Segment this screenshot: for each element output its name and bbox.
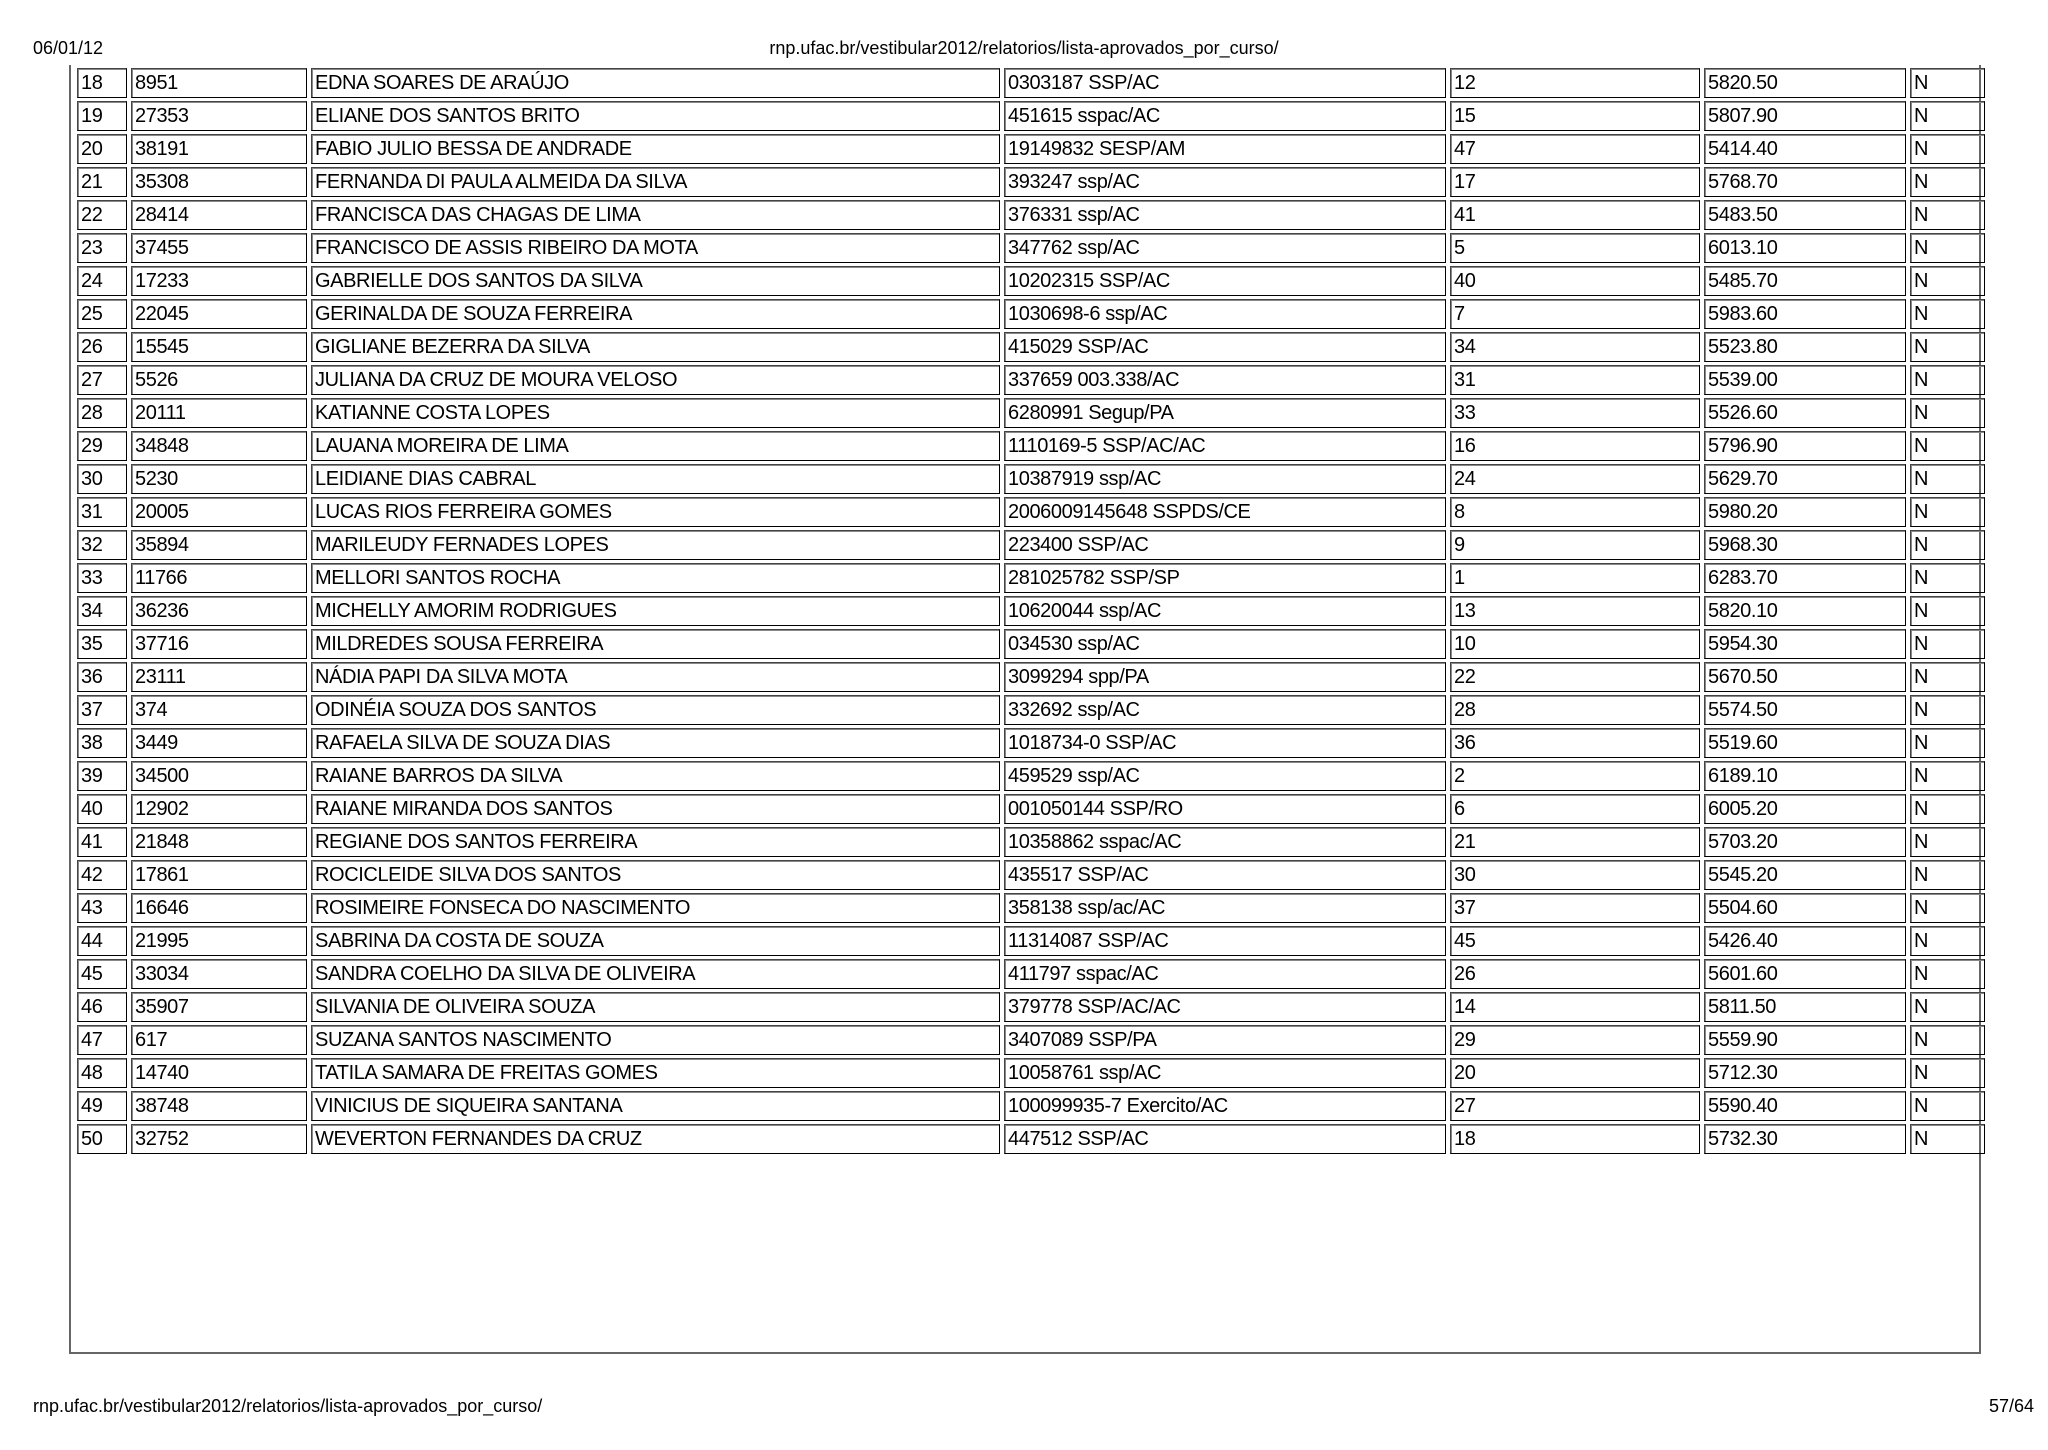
id-document-cell: 451615 sspac/AC (1004, 101, 1446, 131)
status-cell: N (1910, 926, 1985, 956)
id-document-cell: 6280991 Segup/PA (1004, 398, 1446, 428)
name-cell: ROSIMEIRE FONSECA DO NASCIMENTO (311, 893, 1000, 923)
print-date: 06/01/12 (33, 38, 104, 58)
registration-cell: 37716 (131, 629, 307, 659)
ranking-cell: 36 (1450, 728, 1700, 758)
status-cell: N (1910, 332, 1985, 362)
name-cell: GERINALDA DE SOUZA FERREIRA (311, 299, 1000, 329)
status-cell: N (1910, 794, 1985, 824)
ranking-cell: 21 (1450, 827, 1700, 857)
position-cell: 34 (77, 596, 127, 626)
table-row (77, 266, 1985, 296)
name-cell: EDNA SOARES DE ARAÚJO (311, 68, 1000, 98)
position-cell: 35 (77, 629, 127, 659)
table-row (77, 761, 1985, 791)
registration-cell: 17861 (131, 860, 307, 890)
ranking-cell: 29 (1450, 1025, 1700, 1055)
score-cell: 6013.10 (1704, 233, 1906, 263)
position-cell: 44 (77, 926, 127, 956)
position-cell: 24 (77, 266, 127, 296)
id-document-cell: 2006009145648 SSPDS/CE (1004, 497, 1446, 527)
position-cell: 47 (77, 1025, 127, 1055)
id-document-cell: 332692 ssp/AC (1004, 695, 1446, 725)
ranking-cell: 6 (1450, 794, 1700, 824)
registration-cell: 8951 (131, 68, 307, 98)
table-row (77, 101, 1985, 131)
ranking-cell: 9 (1450, 530, 1700, 560)
id-document-cell: 0303187 SSP/AC (1004, 68, 1446, 98)
table-row (77, 1058, 1985, 1088)
ranking-cell: 10 (1450, 629, 1700, 659)
name-cell: ODINÉIA SOUZA DOS SANTOS (311, 695, 1000, 725)
id-document-cell: 10202315 SSP/AC (1004, 266, 1446, 296)
status-cell: N (1910, 134, 1985, 164)
page-number: 57/64 (1988, 1396, 2034, 1416)
position-cell: 45 (77, 959, 127, 989)
score-cell: 5519.60 (1704, 728, 1906, 758)
name-cell: MARILEUDY FERNADES LOPES (311, 530, 1000, 560)
table-row (77, 728, 1985, 758)
score-cell: 5601.60 (1704, 959, 1906, 989)
table-row (77, 365, 1985, 395)
status-cell: N (1910, 266, 1985, 296)
registration-cell: 38191 (131, 134, 307, 164)
registration-cell: 32752 (131, 1124, 307, 1154)
table-row (77, 1124, 1985, 1154)
registration-cell: 36236 (131, 596, 307, 626)
status-cell: N (1910, 68, 1985, 98)
ranking-cell: 34 (1450, 332, 1700, 362)
position-cell: 48 (77, 1058, 127, 1088)
position-cell: 42 (77, 860, 127, 890)
position-cell: 22 (77, 200, 127, 230)
status-cell: N (1910, 398, 1985, 428)
status-cell: N (1910, 1058, 1985, 1088)
ranking-cell: 41 (1450, 200, 1700, 230)
position-cell: 28 (77, 398, 127, 428)
score-cell: 5590.40 (1704, 1091, 1906, 1121)
table-row (77, 629, 1985, 659)
status-cell: N (1910, 299, 1985, 329)
status-cell: N (1910, 1124, 1985, 1154)
position-cell: 46 (77, 992, 127, 1022)
registration-cell: 37455 (131, 233, 307, 263)
id-document-cell: 379778 SSP/AC/AC (1004, 992, 1446, 1022)
registration-cell: 33034 (131, 959, 307, 989)
status-cell: N (1910, 860, 1985, 890)
score-cell: 5574.50 (1704, 695, 1906, 725)
table-row (77, 926, 1985, 956)
status-cell: N (1910, 893, 1985, 923)
name-cell: FRANCISCA DAS CHAGAS DE LIMA (311, 200, 1000, 230)
id-document-cell: 376331 ssp/AC (1004, 200, 1446, 230)
position-cell: 32 (77, 530, 127, 560)
table-row (77, 1025, 1985, 1055)
registration-cell: 374 (131, 695, 307, 725)
table-row (77, 860, 1985, 890)
name-cell: MELLORI SANTOS ROCHA (311, 563, 1000, 593)
id-document-cell: 447512 SSP/AC (1004, 1124, 1446, 1154)
name-cell: KATIANNE COSTA LOPES (311, 398, 1000, 428)
position-cell: 33 (77, 563, 127, 593)
ranking-cell: 5 (1450, 233, 1700, 263)
ranking-cell: 45 (1450, 926, 1700, 956)
status-cell: N (1910, 530, 1985, 560)
table-row (77, 431, 1985, 461)
table-row (77, 695, 1985, 725)
id-document-cell: 415029 SSP/AC (1004, 332, 1446, 362)
position-cell: 18 (77, 68, 127, 98)
ranking-cell: 26 (1450, 959, 1700, 989)
status-cell: N (1910, 1091, 1985, 1121)
position-cell: 27 (77, 365, 127, 395)
table-row (77, 563, 1985, 593)
ranking-cell: 1 (1450, 563, 1700, 593)
position-cell: 37 (77, 695, 127, 725)
id-document-cell: 10058761 ssp/AC (1004, 1058, 1446, 1088)
registration-cell: 5230 (131, 464, 307, 494)
table-row (77, 662, 1985, 692)
ranking-cell: 31 (1450, 365, 1700, 395)
table-row (77, 794, 1985, 824)
registration-cell: 11766 (131, 563, 307, 593)
registration-cell: 34500 (131, 761, 307, 791)
id-document-cell: 337659 003.338/AC (1004, 365, 1446, 395)
id-document-cell: 19149832 SESP/AM (1004, 134, 1446, 164)
registration-cell: 15545 (131, 332, 307, 362)
status-cell: N (1910, 431, 1985, 461)
id-document-cell: 3099294 spp/PA (1004, 662, 1446, 692)
status-cell: N (1910, 596, 1985, 626)
position-cell: 29 (77, 431, 127, 461)
registration-cell: 28414 (131, 200, 307, 230)
registration-cell: 617 (131, 1025, 307, 1055)
name-cell: RAIANE MIRANDA DOS SANTOS (311, 794, 1000, 824)
ranking-cell: 8 (1450, 497, 1700, 527)
id-document-cell: 3407089 SSP/PA (1004, 1025, 1446, 1055)
ranking-cell: 20 (1450, 1058, 1700, 1088)
score-cell: 5807.90 (1704, 101, 1906, 131)
score-cell: 5712.30 (1704, 1058, 1906, 1088)
ranking-cell: 7 (1450, 299, 1700, 329)
table-row (77, 134, 1985, 164)
status-cell: N (1910, 101, 1985, 131)
id-document-cell: 034530 ssp/AC (1004, 629, 1446, 659)
name-cell: RAIANE BARROS DA SILVA (311, 761, 1000, 791)
name-cell: TATILA SAMARA DE FREITAS GOMES (311, 1058, 1000, 1088)
score-cell: 5426.40 (1704, 926, 1906, 956)
table-row (77, 68, 1985, 98)
name-cell: NÁDIA PAPI DA SILVA MOTA (311, 662, 1000, 692)
position-cell: 40 (77, 794, 127, 824)
registration-cell: 16646 (131, 893, 307, 923)
score-cell: 5732.30 (1704, 1124, 1906, 1154)
score-cell: 5526.60 (1704, 398, 1906, 428)
name-cell: VINICIUS DE SIQUEIRA SANTANA (311, 1091, 1000, 1121)
table-row (77, 200, 1985, 230)
ranking-cell: 18 (1450, 1124, 1700, 1154)
position-cell: 19 (77, 101, 127, 131)
position-cell: 31 (77, 497, 127, 527)
position-cell: 41 (77, 827, 127, 857)
score-cell: 5820.50 (1704, 68, 1906, 98)
id-document-cell: 435517 SSP/AC (1004, 860, 1446, 890)
registration-cell: 14740 (131, 1058, 307, 1088)
registration-cell: 3449 (131, 728, 307, 758)
id-document-cell: 1030698-6 ssp/AC (1004, 299, 1446, 329)
table-row (77, 1091, 1985, 1121)
name-cell: SILVANIA DE OLIVEIRA SOUZA (311, 992, 1000, 1022)
score-cell: 5483.50 (1704, 200, 1906, 230)
status-cell: N (1910, 992, 1985, 1022)
registration-cell: 35894 (131, 530, 307, 560)
position-cell: 20 (77, 134, 127, 164)
position-cell: 50 (77, 1124, 127, 1154)
registration-cell: 27353 (131, 101, 307, 131)
id-document-cell: 393247 ssp/AC (1004, 167, 1446, 197)
registration-cell: 20005 (131, 497, 307, 527)
name-cell: GIGLIANE BEZERRA DA SILVA (311, 332, 1000, 362)
registration-cell: 38748 (131, 1091, 307, 1121)
status-cell: N (1910, 464, 1985, 494)
score-cell: 5485.70 (1704, 266, 1906, 296)
registration-cell: 5526 (131, 365, 307, 395)
name-cell: JULIANA DA CRUZ DE MOURA VELOSO (311, 365, 1000, 395)
status-cell: N (1910, 662, 1985, 692)
name-cell: FABIO JULIO BESSA DE ANDRADE (311, 134, 1000, 164)
status-cell: N (1910, 1025, 1985, 1055)
table-row (77, 299, 1985, 329)
ranking-cell: 17 (1450, 167, 1700, 197)
position-cell: 43 (77, 893, 127, 923)
name-cell: REGIANE DOS SANTOS FERREIRA (311, 827, 1000, 857)
id-document-cell: 1110169-5 SSP/AC/AC (1004, 431, 1446, 461)
score-cell: 6189.10 (1704, 761, 1906, 791)
registration-cell: 22045 (131, 299, 307, 329)
position-cell: 36 (77, 662, 127, 692)
name-cell: ELIANE DOS SANTOS BRITO (311, 101, 1000, 131)
name-cell: MICHELLY AMORIM RODRIGUES (311, 596, 1000, 626)
id-document-cell: 10358862 sspac/AC (1004, 827, 1446, 857)
name-cell: ROCICLEIDE SILVA DOS SANTOS (311, 860, 1000, 890)
status-cell: N (1910, 200, 1985, 230)
name-cell: RAFAELA SILVA DE SOUZA DIAS (311, 728, 1000, 758)
ranking-cell: 2 (1450, 761, 1700, 791)
table-row (77, 992, 1985, 1022)
status-cell: N (1910, 233, 1985, 263)
id-document-cell: 10620044 ssp/AC (1004, 596, 1446, 626)
table-row (77, 893, 1985, 923)
position-cell: 39 (77, 761, 127, 791)
position-cell: 30 (77, 464, 127, 494)
name-cell: FRANCISCO DE ASSIS RIBEIRO DA MOTA (311, 233, 1000, 263)
id-document-cell: 11314087 SSP/AC (1004, 926, 1446, 956)
registration-cell: 21848 (131, 827, 307, 857)
page-url-footer: rnp.ufac.br/vestibular2012/relatorios/lista-aprovados_por_curso/ (33, 1396, 543, 1416)
ranking-cell: 37 (1450, 893, 1700, 923)
name-cell: GABRIELLE DOS SANTOS DA SILVA (311, 266, 1000, 296)
name-cell: FERNANDA DI PAULA ALMEIDA DA SILVA (311, 167, 1000, 197)
status-cell: N (1910, 563, 1985, 593)
position-cell: 23 (77, 233, 127, 263)
score-cell: 6283.70 (1704, 563, 1906, 593)
score-cell: 5968.30 (1704, 530, 1906, 560)
ranking-cell: 13 (1450, 596, 1700, 626)
ranking-cell: 24 (1450, 464, 1700, 494)
status-cell: N (1910, 497, 1985, 527)
score-cell: 5796.90 (1704, 431, 1906, 461)
status-cell: N (1910, 365, 1985, 395)
ranking-cell: 47 (1450, 134, 1700, 164)
score-cell: 5545.20 (1704, 860, 1906, 890)
table-row (77, 596, 1985, 626)
ranking-cell: 27 (1450, 1091, 1700, 1121)
name-cell: SANDRA COELHO DA SILVA DE OLIVEIRA (311, 959, 1000, 989)
id-document-cell: 10387919 ssp/AC (1004, 464, 1446, 494)
registration-cell: 17233 (131, 266, 307, 296)
ranking-cell: 30 (1450, 860, 1700, 890)
name-cell: LUCAS RIOS FERREIRA GOMES (311, 497, 1000, 527)
name-cell: SABRINA DA COSTA DE SOUZA (311, 926, 1000, 956)
ranking-cell: 33 (1450, 398, 1700, 428)
score-cell: 5820.10 (1704, 596, 1906, 626)
ranking-cell: 28 (1450, 695, 1700, 725)
status-cell: N (1910, 827, 1985, 857)
score-cell: 5559.90 (1704, 1025, 1906, 1055)
score-cell: 5670.50 (1704, 662, 1906, 692)
registration-cell: 34848 (131, 431, 307, 461)
page-url-header: rnp.ufac.br/vestibular2012/relatorios/lista-aprovados_por_curso/ (769, 38, 1279, 58)
position-cell: 26 (77, 332, 127, 362)
name-cell: LEIDIANE DIAS CABRAL (311, 464, 1000, 494)
table-row (77, 497, 1985, 527)
status-cell: N (1910, 761, 1985, 791)
ranking-cell: 14 (1450, 992, 1700, 1022)
table-row (77, 398, 1985, 428)
score-cell: 5954.30 (1704, 629, 1906, 659)
table-row (77, 167, 1985, 197)
registration-cell: 35907 (131, 992, 307, 1022)
score-cell: 6005.20 (1704, 794, 1906, 824)
table-row (77, 530, 1985, 560)
registration-cell: 35308 (131, 167, 307, 197)
ranking-cell: 15 (1450, 101, 1700, 131)
name-cell: MILDREDES SOUSA FERREIRA (311, 629, 1000, 659)
ranking-cell: 16 (1450, 431, 1700, 461)
name-cell: LAUANA MOREIRA DE LIMA (311, 431, 1000, 461)
score-cell: 5523.80 (1704, 332, 1906, 362)
approved-list-table (69, 65, 1981, 1354)
registration-cell: 20111 (131, 398, 307, 428)
table-row (77, 332, 1985, 362)
table-row (77, 233, 1985, 263)
score-cell: 5980.20 (1704, 497, 1906, 527)
table-row (77, 464, 1985, 494)
id-document-cell: 001050144 SSP/RO (1004, 794, 1446, 824)
score-cell: 5504.60 (1704, 893, 1906, 923)
id-document-cell: 223400 SSP/AC (1004, 530, 1446, 560)
score-cell: 5983.60 (1704, 299, 1906, 329)
id-document-cell: 411797 sspac/AC (1004, 959, 1446, 989)
table-body (77, 68, 1985, 1154)
status-cell: N (1910, 167, 1985, 197)
id-document-cell: 281025782 SSP/SP (1004, 563, 1446, 593)
position-cell: 25 (77, 299, 127, 329)
score-cell: 5629.70 (1704, 464, 1906, 494)
score-cell: 5811.50 (1704, 992, 1906, 1022)
score-cell: 5414.40 (1704, 134, 1906, 164)
registration-cell: 21995 (131, 926, 307, 956)
position-cell: 38 (77, 728, 127, 758)
score-cell: 5768.70 (1704, 167, 1906, 197)
score-cell: 5539.00 (1704, 365, 1906, 395)
position-cell: 49 (77, 1091, 127, 1121)
status-cell: N (1910, 695, 1985, 725)
ranking-cell: 12 (1450, 68, 1700, 98)
name-cell: SUZANA SANTOS NASCIMENTO (311, 1025, 1000, 1055)
ranking-cell: 40 (1450, 266, 1700, 296)
status-cell: N (1910, 959, 1985, 989)
name-cell: WEVERTON FERNANDES DA CRUZ (311, 1124, 1000, 1154)
registration-cell: 23111 (131, 662, 307, 692)
position-cell: 21 (77, 167, 127, 197)
id-document-cell: 347762 ssp/AC (1004, 233, 1446, 263)
status-cell: N (1910, 629, 1985, 659)
id-document-cell: 1018734-0 SSP/AC (1004, 728, 1446, 758)
registration-cell: 12902 (131, 794, 307, 824)
id-document-cell: 100099935-7 Exercito/AC (1004, 1091, 1446, 1121)
id-document-cell: 459529 ssp/AC (1004, 761, 1446, 791)
table-row (77, 827, 1985, 857)
score-cell: 5703.20 (1704, 827, 1906, 857)
id-document-cell: 358138 ssp/ac/AC (1004, 893, 1446, 923)
status-cell: N (1910, 728, 1985, 758)
table-row (77, 959, 1985, 989)
ranking-cell: 22 (1450, 662, 1700, 692)
